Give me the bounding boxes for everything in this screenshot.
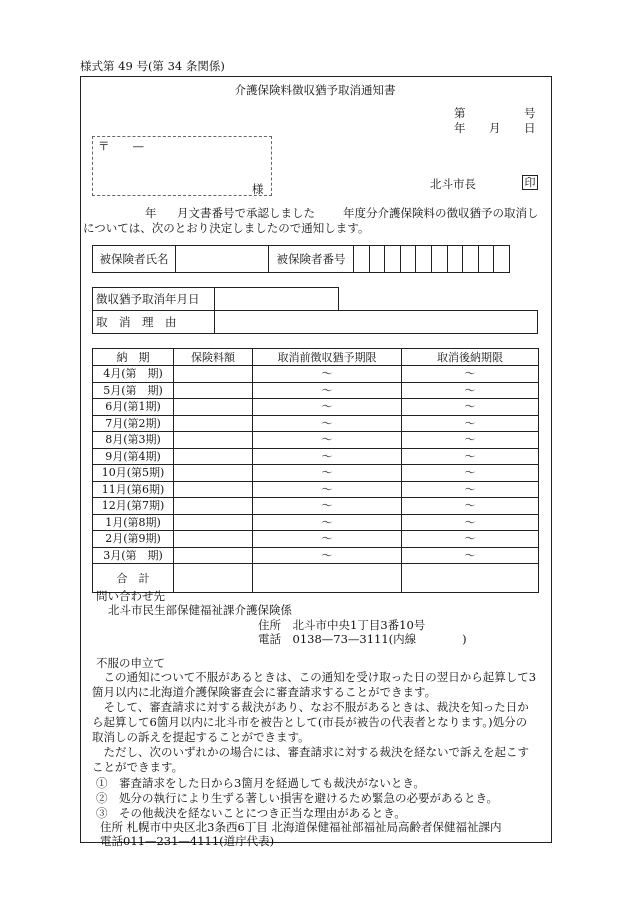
after-cell: ～ (402, 382, 539, 399)
intro-line2: については、次のとおり決定しましたので通知します。 (83, 221, 370, 235)
form-number: 様式第 49 号(第 34 条関係) (80, 59, 225, 73)
amount-cell (174, 366, 253, 383)
table-row (93, 415, 539, 432)
period-cell: 8月(第3期) (93, 432, 174, 449)
before-cell: ～ (253, 448, 402, 465)
before-cell: ～ (253, 432, 402, 449)
period-cell: 9月(第4期) (93, 448, 174, 465)
insured-table (92, 245, 510, 273)
insured-number-digit (354, 246, 370, 273)
total-amount (174, 564, 253, 593)
insured-number-digit (478, 246, 494, 273)
total-before (253, 564, 402, 593)
col-header-after: 取消後納期限 (402, 349, 539, 366)
document-title: 介護保険料徴収猶予取消通知書 (234, 83, 396, 97)
period-cell: 5月(第 期) (93, 382, 174, 399)
contact-address: 住所 北斗市中央1丁目3番10号 (258, 618, 426, 632)
insured-number-digit (400, 246, 416, 273)
intro-line1b: 年度分介護保険料の徴収猶予の取消し (343, 206, 539, 220)
period-cell: 3月(第 期) (93, 547, 174, 564)
col-header-amount: 保険料額 (174, 349, 253, 366)
table-row (93, 481, 539, 498)
amount-cell (174, 547, 253, 564)
appeal-heading: 不服の申立て (96, 656, 165, 670)
insured-number-label: 被保険者番号 (269, 246, 354, 273)
doc-no-go: 号 (524, 106, 536, 120)
appeal-address: 住所 札幌市中央区北3条西6丁目 北海道保健福祉部福祉局高齢者保健福祉課内 (100, 820, 502, 834)
after-cell: ～ (402, 415, 539, 432)
period-cell: 1月(第8期) (93, 514, 174, 531)
col-header-period: 納 期 (93, 349, 174, 366)
period-cell: 12月(第7期) (93, 498, 174, 515)
appeal-item: ② 処分の執行により生ずる著しい損害を避けるため緊急の必要があるとき。 (96, 791, 499, 805)
seal-mark (522, 175, 538, 190)
issuer-name: 北斗市長 (430, 177, 476, 191)
after-cell: ～ (402, 448, 539, 465)
amount-cell (174, 514, 253, 531)
amount-cell (174, 448, 253, 465)
before-cell: ～ (253, 514, 402, 531)
after-cell: ～ (402, 481, 539, 498)
appeal-paragraph-1: この通知について不服があるときは、この通知を受け取った日の翌日から起算して3箇月以内に北海道介護保険審査会に審査請求することができます。 (92, 670, 537, 699)
period-cell: 2月(第9期) (93, 531, 174, 548)
amount-cell (174, 498, 253, 515)
insured-number-digit (431, 246, 447, 273)
amount-cell (174, 382, 253, 399)
insured-name-value (176, 246, 269, 273)
schedule-table (92, 348, 539, 593)
insured-number-digit (463, 246, 479, 273)
insured-number-digit (447, 246, 463, 273)
after-cell: ～ (402, 498, 539, 515)
table-row (93, 547, 539, 564)
period-cell: 7月(第2期) (93, 415, 174, 432)
reason-label: 取 消 理 由 (93, 311, 215, 334)
postal-mark: 〒 — (98, 139, 144, 153)
appeal-paragraph-3: ただし、次のいずれかの場合には、審査請求に対する裁決を経ないで訴えを起こすことができます。 (92, 745, 529, 774)
insured-number-digit (494, 246, 510, 273)
cancel-date-label: 徴収猶予取消年月日 (93, 288, 215, 311)
table-row (93, 366, 539, 383)
table-row (93, 448, 539, 465)
appeal-phone: 電話011—231—4111(道庁代表) (100, 834, 275, 848)
after-cell: ～ (402, 366, 539, 383)
cancel-date-table (92, 287, 339, 311)
insured-name-label: 被保険者氏名 (93, 246, 176, 273)
contact-heading: 問い合わせ先 (96, 589, 165, 603)
intro-nen: 年 (145, 206, 157, 220)
contact-dept: 北斗市民生部保健福祉課介護保険係 (108, 603, 292, 617)
total-after (402, 564, 539, 593)
after-cell: ～ (402, 432, 539, 449)
insured-number-digit (369, 246, 385, 273)
reason-table (92, 310, 538, 334)
period-cell: 6月(第1期) (93, 399, 174, 416)
before-cell: ～ (253, 498, 402, 515)
cancel-date-value (215, 288, 339, 311)
seal-icon: 印 (522, 175, 538, 190)
period-cell: 4月(第 期) (93, 366, 174, 383)
table-row (93, 465, 539, 482)
after-cell: ～ (402, 399, 539, 416)
amount-cell (174, 531, 253, 548)
appeal-item: ① 審査請求をした日から3箇月を経過しても裁決がないとき。 (96, 776, 425, 790)
date-hi: 日 (524, 121, 536, 135)
insured-number-digit (385, 246, 401, 273)
table-row (93, 382, 539, 399)
before-cell: ～ (253, 465, 402, 482)
table-row (93, 514, 539, 531)
appeal-paragraph-2: そして、審査請求に対する裁決があり、なお不服があるときは、裁決を知った日から起算して6箇月以内に北斗市を被告として(市長が被告の代表者となります。)処分の取消しの訴えを提起することができます。 (92, 700, 529, 744)
amount-cell (174, 432, 253, 449)
before-cell: ～ (253, 415, 402, 432)
sama-label: 様 (252, 182, 264, 196)
after-cell: ～ (402, 531, 539, 548)
period-cell: 11月(第6期) (93, 481, 174, 498)
date-tsuki: 月 (489, 121, 501, 135)
insured-number-digit (416, 246, 432, 273)
contact-phone: 電話 0138—73—3111(内線 ) (258, 632, 467, 646)
before-cell: ～ (253, 547, 402, 564)
amount-cell (174, 415, 253, 432)
before-cell: ～ (253, 382, 402, 399)
period-cell: 10月(第5期) (93, 465, 174, 482)
before-cell: ～ (253, 399, 402, 416)
before-cell: ～ (253, 366, 402, 383)
after-cell: ～ (402, 547, 539, 564)
reason-value (215, 311, 538, 334)
total-label: 合 計 (93, 564, 174, 593)
table-row (93, 399, 539, 416)
schedule-header-row (93, 349, 539, 366)
amount-cell (174, 481, 253, 498)
doc-no-dai: 第 (454, 106, 466, 120)
col-header-before: 取消前徴収猶予期限 (253, 349, 402, 366)
amount-cell (174, 465, 253, 482)
date-nen: 年 (454, 121, 466, 135)
table-row (93, 531, 539, 548)
before-cell: ～ (253, 531, 402, 548)
amount-cell (174, 399, 253, 416)
table-row (93, 498, 539, 515)
appeal-item: ③ その他裁決を経ないことにつき正当な理由があるとき。 (96, 806, 406, 820)
after-cell: ～ (402, 465, 539, 482)
table-row (93, 432, 539, 449)
before-cell: ～ (253, 481, 402, 498)
intro-line1: 月文書番号で承認しました (177, 206, 315, 220)
after-cell: ～ (402, 514, 539, 531)
